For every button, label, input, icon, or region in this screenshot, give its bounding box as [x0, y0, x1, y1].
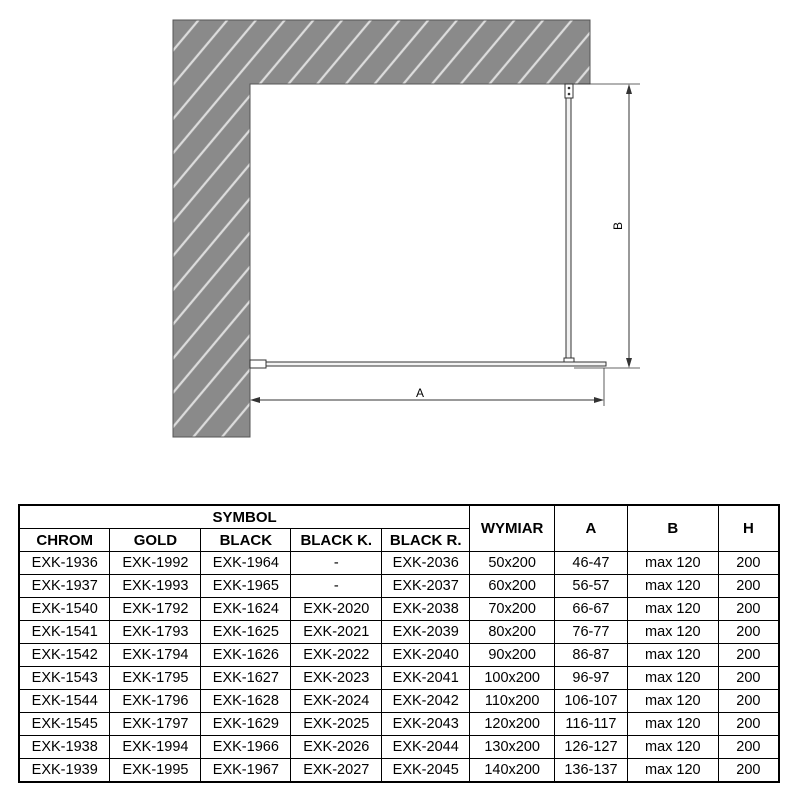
cell-chrom: EXK-1544 [19, 690, 110, 713]
cell-wymiar: 130x200 [470, 736, 555, 759]
cell-black-r: EXK-2040 [382, 644, 470, 667]
wall-hatched [173, 20, 590, 437]
cell-chrom: EXK-1938 [19, 736, 110, 759]
cell-gold: EXK-1797 [110, 713, 201, 736]
cell-h: 200 [718, 598, 779, 621]
cell-h: 200 [718, 736, 779, 759]
cell-a: 46-47 [555, 552, 628, 575]
cell-black-k: EXK-2020 [291, 598, 382, 621]
cell-wymiar: 100x200 [470, 667, 555, 690]
cell-wymiar: 70x200 [470, 598, 555, 621]
cell-black-k: EXK-2021 [291, 621, 382, 644]
cell-a: 136-137 [555, 759, 628, 783]
header-black-k: BLACK K. [291, 529, 382, 552]
cell-black: EXK-1965 [201, 575, 291, 598]
cell-chrom: EXK-1937 [19, 575, 110, 598]
table-row [19, 690, 779, 713]
cell-black-r: EXK-2037 [382, 575, 470, 598]
symbol-group-header: SYMBOL [19, 505, 470, 529]
table-row [19, 575, 779, 598]
cell-b: max 120 [627, 713, 718, 736]
header-black: BLACK [201, 529, 291, 552]
cell-h: 200 [718, 759, 779, 783]
cell-black-k: EXK-2023 [291, 667, 382, 690]
cell-h: 200 [718, 644, 779, 667]
cell-black-r: EXK-2038 [382, 598, 470, 621]
cell-gold: EXK-1993 [110, 575, 201, 598]
cell-black: EXK-1628 [201, 690, 291, 713]
cell-b: max 120 [627, 667, 718, 690]
cell-gold: EXK-1994 [110, 736, 201, 759]
cell-black-k: EXK-2024 [291, 690, 382, 713]
spec-table-body [19, 552, 779, 783]
cell-black: EXK-1966 [201, 736, 291, 759]
cell-chrom: EXK-1542 [19, 644, 110, 667]
cell-b: max 120 [627, 621, 718, 644]
table-row [19, 598, 779, 621]
cell-gold: EXK-1794 [110, 644, 201, 667]
cell-black-k: - [291, 575, 382, 598]
cell-black: EXK-1624 [201, 598, 291, 621]
cell-chrom: EXK-1541 [19, 621, 110, 644]
table-row [19, 736, 779, 759]
cell-black-r: EXK-2036 [382, 552, 470, 575]
cell-a: 56-57 [555, 575, 628, 598]
cell-b: max 120 [627, 690, 718, 713]
header-wymiar: WYMIAR [470, 505, 555, 552]
header-a: A [555, 505, 628, 552]
cell-b: max 120 [627, 552, 718, 575]
cell-a: 86-87 [555, 644, 628, 667]
cell-a: 116-117 [555, 713, 628, 736]
cell-gold: EXK-1992 [110, 552, 201, 575]
table-row [19, 713, 779, 736]
cell-black-r: EXK-2039 [382, 621, 470, 644]
header-h: H [718, 505, 779, 552]
cell-black-r: EXK-2044 [382, 736, 470, 759]
header-chrom: CHROM [19, 529, 110, 552]
cell-black: EXK-1625 [201, 621, 291, 644]
cell-black-k: EXK-2025 [291, 713, 382, 736]
cell-chrom: EXK-1543 [19, 667, 110, 690]
cell-wymiar: 110x200 [470, 690, 555, 713]
cell-h: 200 [718, 552, 779, 575]
cell-black: EXK-1626 [201, 644, 291, 667]
dimension-b-label: B [611, 221, 625, 231]
dimension-a-label: A [415, 386, 425, 400]
product-spec-table [18, 504, 780, 783]
cell-wymiar: 120x200 [470, 713, 555, 736]
cell-b: max 120 [627, 575, 718, 598]
cell-gold: EXK-1796 [110, 690, 201, 713]
cell-black-r: EXK-2042 [382, 690, 470, 713]
cell-b: max 120 [627, 644, 718, 667]
header-gold: GOLD [110, 529, 201, 552]
cell-b: max 120 [627, 736, 718, 759]
cell-black-k: EXK-2027 [291, 759, 382, 783]
cell-black-r: EXK-2045 [382, 759, 470, 783]
header-b: B [627, 505, 718, 552]
cell-gold: EXK-1793 [110, 621, 201, 644]
table-row [19, 644, 779, 667]
table-row [19, 552, 779, 575]
cell-a: 76-77 [555, 621, 628, 644]
table-row [19, 759, 779, 783]
cell-wymiar: 80x200 [470, 621, 555, 644]
dimension-a [250, 368, 604, 406]
glass-panel-front [250, 360, 606, 368]
cell-h: 200 [718, 690, 779, 713]
dimension-b [574, 84, 640, 368]
cell-wymiar: 140x200 [470, 759, 555, 783]
table-row [19, 621, 779, 644]
table-row [19, 667, 779, 690]
cell-black: EXK-1964 [201, 552, 291, 575]
cell-gold: EXK-1792 [110, 598, 201, 621]
cell-h: 200 [718, 667, 779, 690]
cell-black-k: EXK-2022 [291, 644, 382, 667]
cell-a: 126-127 [555, 736, 628, 759]
cell-black: EXK-1967 [201, 759, 291, 783]
cell-a: 66-67 [555, 598, 628, 621]
cell-h: 200 [718, 575, 779, 598]
cell-chrom: EXK-1540 [19, 598, 110, 621]
cell-black-r: EXK-2041 [382, 667, 470, 690]
cell-black-k: - [291, 552, 382, 575]
cell-a: 96-97 [555, 667, 628, 690]
header-black-r: BLACK R. [382, 529, 470, 552]
cell-chrom: EXK-1939 [19, 759, 110, 783]
cell-black: EXK-1627 [201, 667, 291, 690]
cell-wymiar: 90x200 [470, 644, 555, 667]
cell-chrom: EXK-1545 [19, 713, 110, 736]
cell-h: 200 [718, 621, 779, 644]
cell-chrom: EXK-1936 [19, 552, 110, 575]
cell-b: max 120 [627, 598, 718, 621]
cell-a: 106-107 [555, 690, 628, 713]
cell-gold: EXK-1995 [110, 759, 201, 783]
cell-gold: EXK-1795 [110, 667, 201, 690]
cell-black-k: EXK-2026 [291, 736, 382, 759]
glass-panel-side [564, 84, 574, 366]
cell-h: 200 [718, 713, 779, 736]
cell-black: EXK-1629 [201, 713, 291, 736]
cell-b: max 120 [627, 759, 718, 783]
cell-wymiar: 60x200 [470, 575, 555, 598]
cell-wymiar: 50x200 [470, 552, 555, 575]
cell-black-r: EXK-2043 [382, 713, 470, 736]
